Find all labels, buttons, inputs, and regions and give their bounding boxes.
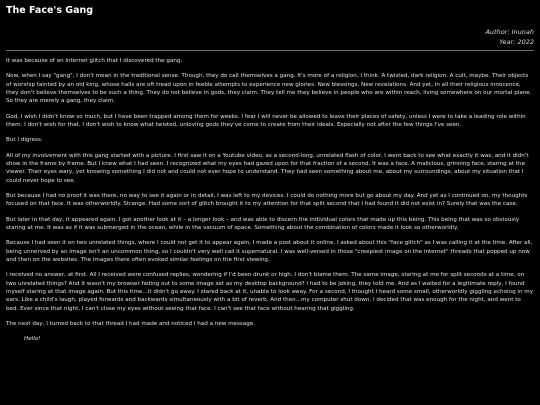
author-line: Author: Inunah <box>485 28 534 36</box>
header-divider <box>6 50 534 51</box>
story-paragraph: The next day, I turned back to that thread I had made and noticed I had a new message. <box>6 320 256 327</box>
story-paragraph: I received no answer, at first. All I received were confused replies, wondering if I'd been drunk or high. I don't blame them. The same image, staring at me for split seconds at a time, on two unrelated things? And it wasn't my browser fading out to some image set as my desktop background? I had to be joking, they told me. And as I waited for a legitimate reply, I found myself staring at that image again. But this time...it didn't go away. I stared back at it, unable to look away. For a second, I thought I heard some small, otherworldly giggling echoing in my ears. Like a child's laugh, played forwards and backwards simultaneously with a bit of reverb. And then...my computer shut down. I decided that was enough for the night, and went to bed. Ever since that night, I can't close my eyes without seeing that face. I can't see that face without hearing that giggling. <box>6 272 534 312</box>
year-line: Year: 2022 <box>499 38 534 46</box>
story-paragraph: Now, when I say "gang", I don't mean in the traditional sense. Though, they do call themselves a gang. It's more of a religion, I think. A twisted, dark religion. A cult, maybe. Their objects of worship tainted by an old king, whose halls are oft tread upon in feeble attempts to experience new glories. New blessings. New revelations. And yet, in all their religious innocence, they don't believe themselves to be such a thing. They do not believe in gods, they claim. They tell me they believe in people who are within reach, living somewhere on our mortal plane. So they are merely a gang, they claim. <box>6 73 532 105</box>
story-paragraph: But I digress. <box>6 137 43 144</box>
story-paragraph: God, I wish I didn't know so much, but I have been trapped among them for weeks. I fear I will never be allowed to leave their places of safety, unless I were to take a leading role within them. I don't wish for that. I don't wish to know what twisted, unloving gods they've come to create from their ideals. Especially not after the few things I've seen. <box>6 113 526 128</box>
story-paragraph: But later in that day, it appeared again. I got another look at it – a longer look – and was able to discern the individual colors that made up this being. This being that was so obviously staring at me. It was as if it was submerged in the ocean, while in the vacuum of space. Something about the combination of colors made it look so otherworldly. <box>6 216 520 232</box>
story-paragraph: All of my involvement with this gang started with a picture. I first saw it on a Youtube video, as a second-long, unrelated flash of color. I went back to see what exactly it was, and it didn't show in the frame by frame. But I knew what I had seen. I recognized what my eyes had gazed upon for that fraction of a second. It was a face. A malicious, grinning face, staring at the viewer. Their eyes wary, yet knowing something I did not and could not ever hope to understand. They had seen something about me, about my surroundings, about my situation that I could never hope to see. <box>6 152 529 184</box>
story-title: The Face's Gang <box>6 5 94 16</box>
story-paragraph: It was because of an Internet glitch that I discovered the gang. <box>6 58 183 64</box>
story-body <box>6 57 534 351</box>
story-meta <box>485 27 534 47</box>
quoted-message: Hello! <box>24 336 41 343</box>
story-paragraph: But because I had no proof it was there, no way to see it again or in detail, I was left to my devices. I could do nothing more but go about my day. And yet as I continued on, my thoughts focused on that face. It was otherworldly. Strange. Had some sort of glitch brought it to my attention for that split second that I had found it did not exist in? Surely that was the case. <box>6 193 528 208</box>
story-paragraph: Because I had seen it on two unrelated things, where I could not get it to appear again, I made a post about it online. I asked about this "face glitch" as I was calling it at the time. After all, being unnerved by an image isn't an uncommon thing, so I couldn't very well call it supernatural. I was well-versed in those "creepiest image on the internet" threads that popped up now and then on the websites. The images there often evoked similar feelings on the first viewing. <box>6 240 533 263</box>
